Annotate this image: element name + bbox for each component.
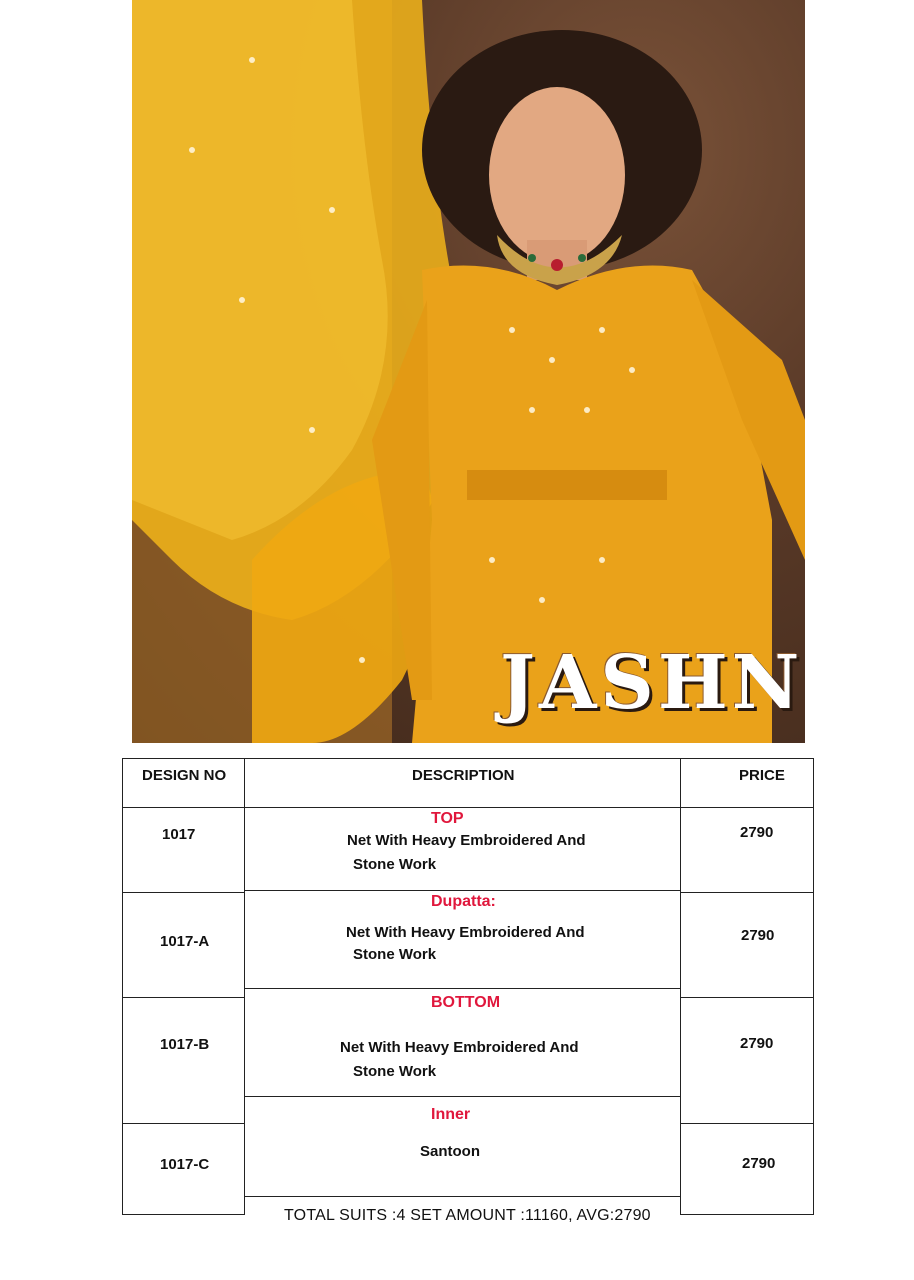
table-row: [122, 1123, 245, 1215]
description-line: Net With Heavy Embroidered And: [340, 1039, 579, 1056]
design-no: 1017: [162, 826, 196, 843]
description-cell: [244, 1096, 681, 1197]
price-value: 2790: [740, 824, 774, 841]
description-cell: [244, 988, 681, 1097]
table-row: [122, 997, 245, 1124]
table-row: [680, 807, 814, 893]
price-value: 2790: [741, 927, 775, 944]
table-row: [680, 1123, 814, 1215]
product-photo: [132, 0, 805, 743]
description-header: DESCRIPTION: [412, 767, 515, 784]
design-header-cell: [122, 758, 245, 808]
price-value: 2790: [740, 1035, 774, 1052]
price-value: 2790: [742, 1155, 776, 1172]
table-row: [122, 807, 245, 893]
section-label: Inner: [431, 1106, 471, 1123]
description-line: Net With Heavy Embroidered And: [346, 924, 585, 941]
description-line: Net With Heavy Embroidered And: [347, 832, 586, 849]
price-header: PRICE: [739, 767, 785, 784]
section-label: BOTTOM: [431, 994, 501, 1011]
model-photo-icon: [132, 0, 805, 743]
price-header-cell: [680, 758, 814, 808]
design-no: 1017-A: [160, 933, 210, 950]
table-row: [680, 892, 814, 998]
summary-footer: TOTAL SUITS :4 SET AMOUNT :11160, AVG:2790: [284, 1207, 651, 1224]
description-line: Stone Work: [353, 946, 437, 963]
section-label: TOP: [431, 810, 464, 827]
description-cell: [244, 807, 681, 891]
design-no: 1017-C: [160, 1156, 210, 1173]
description-line: Stone Work: [353, 856, 437, 873]
description-line: Santoon: [420, 1143, 480, 1160]
design-no: 1017-B: [160, 1036, 210, 1053]
design-header: DESIGN NO: [142, 767, 227, 784]
section-label: Dupatta:: [431, 893, 496, 910]
brand-logo-text: JASHN: [500, 640, 804, 726]
description-header-cell: [244, 758, 681, 808]
table-row: [122, 892, 245, 998]
description-line: Stone Work: [353, 1063, 437, 1080]
description-cell: [244, 890, 681, 989]
table-row: [680, 997, 814, 1124]
